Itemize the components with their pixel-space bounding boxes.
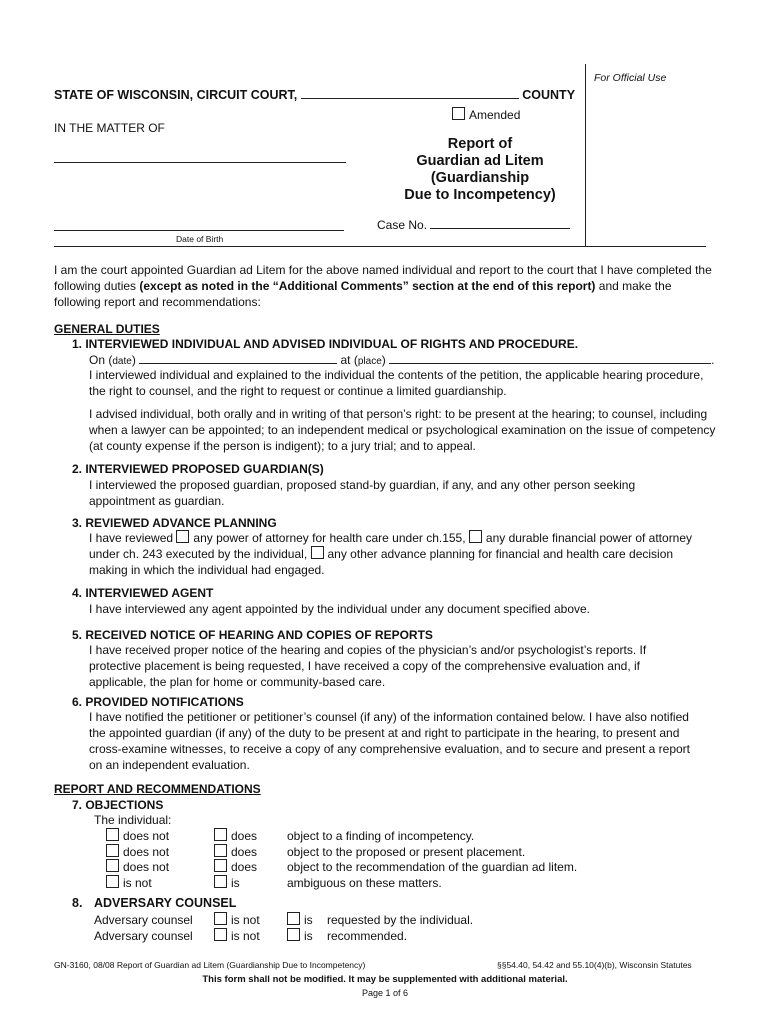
interview-date-field[interactable]	[139, 352, 337, 364]
objection-1-does-not-checkbox[interactable]	[106, 828, 119, 841]
section-6-title: 6. PROVIDED NOTIFICATIONS	[72, 695, 244, 709]
case-no-field[interactable]	[430, 217, 570, 229]
general-duties-heading: GENERAL DUTIES	[54, 322, 160, 336]
objection-4-is-not-checkbox[interactable]	[106, 875, 119, 888]
section-1-title: 1. INTERVIEWED INDIVIDUAL AND ADVISED INDIVIDUAL OF RIGHTS AND PROCEDURE.	[72, 337, 579, 351]
interview-place-field[interactable]	[389, 352, 711, 364]
objection-3-does-not-checkbox[interactable]	[106, 859, 119, 872]
objection-2-does-checkbox[interactable]	[214, 844, 227, 857]
matter-name-field[interactable]	[54, 162, 346, 163]
in-matter-label: IN THE MATTER OF	[54, 121, 165, 135]
section-2-paragraph: I interviewed the proposed guardian, proposed stand-by guardian, if any, and any other person seeking appointment as guardian.	[89, 478, 636, 508]
other-advance-planning-checkbox[interactable]	[311, 546, 324, 559]
section-3-title: 3. REVIEWED ADVANCE PLANNING	[72, 516, 277, 530]
official-use-divider	[585, 64, 586, 247]
section-7-subtitle: The individual:	[94, 813, 172, 827]
counsel-requested-is-not-checkbox[interactable]	[214, 912, 227, 925]
form-title: Report of Guardian ad Litem (Guardianship Due to Incompetency)	[404, 136, 556, 203]
objection-2-does-not-checkbox[interactable]	[106, 844, 119, 857]
durable-financial-poa-checkbox[interactable]	[469, 530, 482, 543]
official-use-label: For Official Use	[594, 72, 667, 84]
section-1-on-at-row: On (date) at (place) .	[89, 353, 715, 367]
section-8-number: 8.	[72, 896, 83, 910]
section-4-paragraph: I have interviewed any agent appointed by the individual under any document specified above.	[89, 602, 591, 616]
footer-form-id: GN-3160, 08/08 Report of Guardian ad Litem (Guardianship Due to Incompetency)	[54, 960, 366, 970]
footer-statutes: §§54.40, 54.42 and 55.10(4)(b), Wisconsin Statutes	[497, 960, 692, 970]
report-heading: REPORT AND RECOMMENDATIONS	[54, 782, 261, 796]
state-court-label: STATE OF WISCONSIN, CIRCUIT COURT, COUNTY	[54, 88, 576, 102]
dob-label: Date of Birth	[176, 234, 224, 244]
county-field[interactable]	[301, 86, 519, 99]
counsel-recommended-is-checkbox[interactable]	[287, 928, 300, 941]
case-no-row: Case No.	[377, 217, 570, 233]
section-1-paragraph-1: I interviewed individual and explained to the individual the contents of the petition, the applicable hearing procedure, the right to counsel, and the right to request or continue a limited guardianship.	[89, 368, 704, 398]
section-4-title: 4. INTERVIEWED AGENT	[72, 586, 214, 600]
amended-checkbox[interactable]	[452, 107, 465, 120]
objection-1-does-checkbox[interactable]	[214, 828, 227, 841]
objection-4-is-checkbox[interactable]	[214, 875, 227, 888]
section-7-title: 7. OBJECTIONS	[72, 798, 164, 812]
section-2-title: 2. INTERVIEWED PROPOSED GUARDIAN(S)	[72, 462, 324, 476]
section-5-title: 5. RECEIVED NOTICE OF HEARING AND COPIES OF REPORTS	[72, 628, 433, 642]
section-5-paragraph: I have received proper notice of the hearing and copies of the physician’s and/or psychologist’s reports. If protective placement is being requested, I have received a copy of the comprehensive evaluation and, if applicable, the plan for home or community-based care.	[89, 643, 647, 689]
footer-page-number: Page 1 of 6	[361, 988, 409, 998]
counsel-requested-is-checkbox[interactable]	[287, 912, 300, 925]
amended-checkbox-row[interactable]: Amended	[452, 107, 520, 123]
section-6-paragraph: I have notified the petitioner or petitioner’s counsel (if any) of the information contained below. I have also notified the appointed guardian (if any) of the duty to be present at and right to participate in the hearing, to present and cross-examine witnesses, to receive a copy of any comprehensive evaluation, and to secure and present a report on an independent evaluation.	[89, 710, 690, 772]
counsel-recommended-is-not-checkbox[interactable]	[214, 928, 227, 941]
section-3-paragraph: I have reviewed any power of attorney for health care under ch.155, any durable financial power of attorney under ch. 243 executed by the individual, any other advance planning for financial and health care decision making in which the individual had engaged.	[89, 531, 693, 577]
header-bottom-rule	[54, 246, 706, 247]
intro-paragraph: I am the court appointed Guardian ad Litem for the above named individual and report to the court that I have completed the following duties (except as noted in the “Additional Comments” section at the end of this report) and make the following report and recommendations:	[54, 263, 712, 309]
footer-notice: This form shall not be modified. It may be supplemented with additional material.	[202, 974, 568, 985]
section-8-title: ADVERSARY COUNSEL	[94, 896, 237, 910]
poa-health-care-checkbox[interactable]	[176, 530, 189, 543]
objection-3-does-checkbox[interactable]	[214, 859, 227, 872]
page: For Official Use STATE OF WISCONSIN, CIRCUIT COURT, COUNTY Amended IN THE MATTER OF Report of Guardian ad Litem (Guardianship Due to Incompetency) Case No. Date of Birth I am the court appointed Guardian ad Litem for the above named individual and report to the court that I have completed the following duties (except as noted in the “Additional Comments” section at the end of this report) and make the following report and recommendations: GENERAL DUTIES 1. INTERVIEWED INDIVIDUAL AND ADVISED INDIVIDUAL OF RIGHTS AND PROCEDURE. On (date) at (place) . I interviewed individual and explained to the individual the contents of the petition, the applicable hearing procedure, the right to counsel, and the right to request or continue a limited guardianship. I advised individual, both orally and in writing of that person’s right: to be present at the hearing; to counsel, including when a lawyer can be appointed; to an independent medical or psychological examination on the issue of competency (at county expense if the person is indigent); to a jury trial; and to appeal. 2. INTERVIEWED PROPOSED GUARDIAN(S) I interviewed the proposed guardian, proposed stand-by guardian, if any, and any other person seeking appointment as guardian. 3. REVIEWED ADVANCE PLANNING I have reviewed any power of attorney for health care under ch.155, any durable financial power of attorney under ch. 243 executed by the individual, any other advance planning for financial and health care decision making in which the individual had engaged. 4. INTERVIEWED AGENT I have interviewed any agent appointed by the individual under any document specified above. 5. RECEIVED NOTICE OF HEARING AND COPIES OF REPORTS I have received proper notice of the hearing and copies of the physician’s and/or psychologist’s reports. If protective placement is being requested, I have received a copy of the comprehensive evaluation and, if applicable, the plan for home or community-based care. 6. PROVIDED NOTIFICATIONS I have notified the petitioner or petitioner’s counsel (if any) of the information contained below. I have also notified the appointed guardian (if any) of the duty to be present at and right to participate in the hearing, to present and cross-examine witnesses, to receive a copy of any comprehensive evaluation, and to secure and present a report on an independent evaluation. REPORT AND RECOMMENDATIONS 7. OBJECTIONS The individual: does not does object to a finding of incompetency. does not does object to the proposed or present placement. does not does object to the recommendation of the guardian ad litem. is not is ambiguous on these matters. 8. ADVERSARY COUNSEL Adversary counsel is not is requested by the individual. Adversary counsel is not is recommended. GN-3160, 08/08 Report of Guardian ad Litem (Guardianship Due to Incompetency) §§54.40, 54.42 and 55.10(4)(b), Wisconsin Statutes This form shall not be modified. It may be supplemented with additional material. Page 1 of 6	[0, 0, 770, 1024]
section-1-paragraph-2: I advised individual, both orally and in writing of that person’s right: to be present at the hearing; to counsel, including when a lawyer can be appointed; to an independent medical or psychological examination on the issue of competency (at county expense if the person is indigent); to a jury trial; and to appeal.	[89, 407, 716, 453]
dob-field[interactable]	[54, 230, 344, 231]
